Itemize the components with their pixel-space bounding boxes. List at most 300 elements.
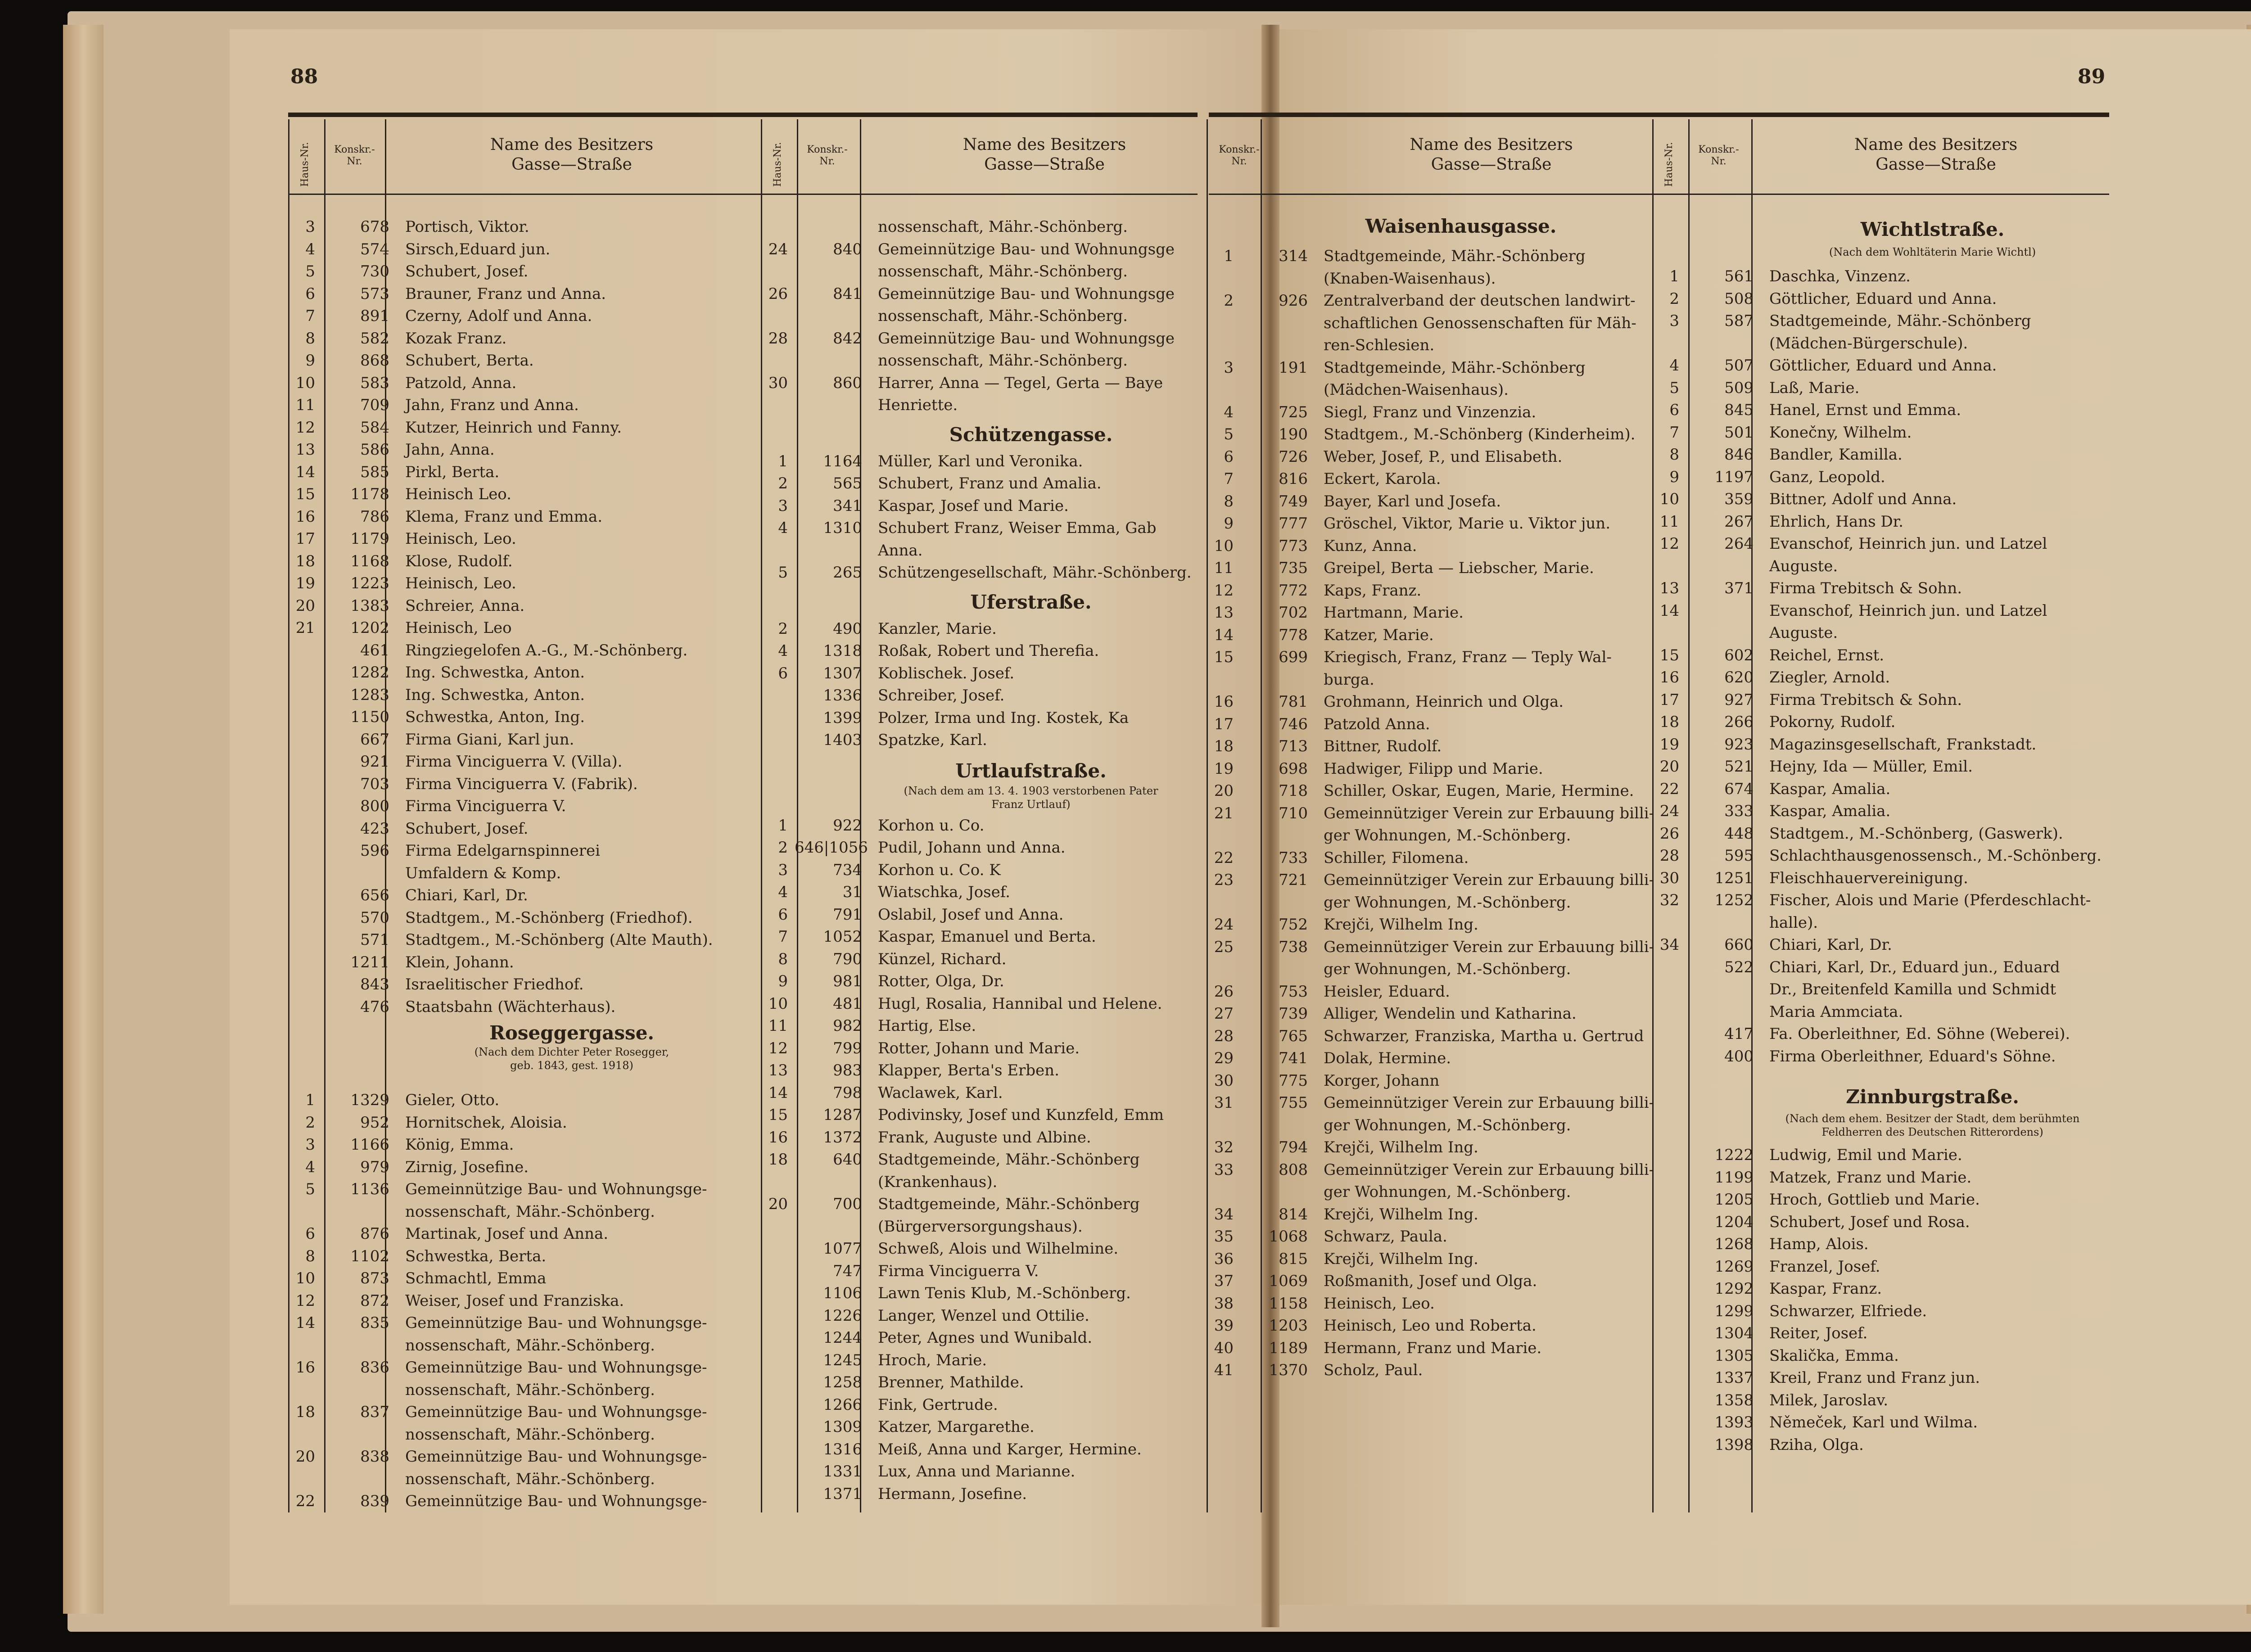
section-roseggergasse: Roseggergasse. <box>489 1022 655 1044</box>
owner-name: Daschka, Vinzenz. <box>1769 267 1911 285</box>
konskr-number: 891 <box>360 307 389 325</box>
left-col1b-row <box>279 1246 729 1267</box>
house-number: 14 <box>1659 601 1679 620</box>
house-number: 5 <box>1669 379 1679 397</box>
left-col2c-row <box>752 663 1202 684</box>
left-col1-row <box>279 595 729 617</box>
house-number: 25 <box>1214 938 1234 956</box>
konskr-number: 1223 <box>350 574 389 592</box>
konskr-number: 1222 <box>1714 1146 1754 1164</box>
house-number: 16 <box>768 1128 788 1146</box>
house-number: 7 <box>778 928 788 946</box>
owner-name: Chiari, Karl, Dr. <box>405 886 528 904</box>
house-number: 26 <box>1214 982 1234 1001</box>
left-col2d-row <box>752 815 1202 836</box>
house-number: 23 <box>1214 871 1234 889</box>
owner-name: nossenschaft, Mähr.-Schönberg. <box>405 1381 655 1399</box>
owner-name: Firma Vinciguerra V. (Fabrik). <box>405 775 638 793</box>
owner-name: Klema, Franz und Emma. <box>405 507 602 526</box>
right-col1-row <box>1198 535 1648 557</box>
house-number: 22 <box>1214 849 1234 867</box>
left-col1b-row <box>279 1468 729 1490</box>
owner-name: Martinak, Josef und Anna. <box>405 1225 609 1243</box>
konskr-number: 741 <box>1279 1049 1308 1067</box>
konskr-number: 752 <box>1279 916 1308 934</box>
right-col2a-row <box>1643 288 2093 310</box>
konskr-number: 561 <box>1724 267 1754 285</box>
konskr-number: 775 <box>1279 1071 1308 1090</box>
owner-name: Alliger, Wendelin und Katharina. <box>1324 1005 1577 1023</box>
konskr-number: 837 <box>360 1403 389 1421</box>
owner-name: ren-Schlesien. <box>1324 336 1435 354</box>
owner-name: Bandler, Kamilla. <box>1769 446 1903 464</box>
left-col1-row <box>279 372 729 394</box>
left-col2d-row <box>752 1149 1202 1170</box>
konskr-number: 952 <box>360 1113 389 1132</box>
right-col2a-row <box>1643 1001 2093 1023</box>
house-number: 7 <box>1669 423 1679 442</box>
konskr-number: 746 <box>1279 715 1308 733</box>
konskr-number: 738 <box>1279 938 1308 956</box>
right-col2b-row <box>1643 1345 2093 1367</box>
konskr-number: 481 <box>833 994 862 1013</box>
house-number: 7 <box>1224 470 1234 488</box>
konskr-number: 570 <box>360 908 389 927</box>
owner-name: Firma Vinciguerra V. <box>878 1262 1039 1280</box>
house-number: 30 <box>768 374 788 392</box>
right-col2b-row <box>1643 1323 2093 1344</box>
right-col1-row <box>1198 245 1648 267</box>
owner-name: Kaspar, Amalia. <box>1769 780 1891 798</box>
house-number: 40 <box>1214 1339 1234 1357</box>
right-col1-row <box>1198 1204 1648 1225</box>
owner-name: Auguste. <box>1769 624 1838 642</box>
right-col2b-row <box>1643 1211 2093 1233</box>
house-number: 8 <box>305 1247 315 1265</box>
right-col2a-row <box>1643 800 2093 822</box>
owner-name: burga. <box>1324 670 1374 689</box>
owner-name: Spatzke, Karl. <box>878 731 987 749</box>
right-col1-row <box>1198 758 1648 780</box>
left-col1-row <box>279 773 729 795</box>
house-number: 36 <box>1214 1250 1234 1268</box>
konskr-number: 507 <box>1724 357 1754 375</box>
right-col1-row <box>1198 1315 1648 1336</box>
house-number: 31 <box>1214 1094 1234 1112</box>
right-col1-row <box>1198 1137 1648 1158</box>
house-number: 15 <box>1214 648 1234 666</box>
konskr-number: 508 <box>1724 289 1754 308</box>
owner-name: Kreil, Franz und Franz jun. <box>1769 1369 1980 1387</box>
house-number: 24 <box>768 240 788 258</box>
owner-name: Rotter, Olga, Dr. <box>878 972 1004 990</box>
konskr-number: 1283 <box>350 686 389 704</box>
owner-name: Kanzler, Marie. <box>878 619 997 638</box>
owner-name: Zirnig, Josefine. <box>405 1158 529 1176</box>
konskr-number: 721 <box>1279 871 1308 889</box>
konskr-number: 983 <box>833 1061 862 1079</box>
house-number: 14 <box>295 463 315 481</box>
right-col2a-row <box>1643 912 2093 934</box>
left-col1-row <box>279 996 729 1018</box>
house-number: 37 <box>1214 1272 1234 1290</box>
right-col1-row <box>1198 1047 1648 1069</box>
konskr-number: 264 <box>1724 535 1754 553</box>
left-col2d-row <box>752 1461 1202 1482</box>
left-col1-row <box>279 573 729 594</box>
house-number: 28 <box>1214 1027 1234 1045</box>
konskr-number: 778 <box>1279 626 1308 644</box>
house-number: 1 <box>305 1091 315 1109</box>
konskr-number: 718 <box>1279 782 1308 800</box>
owner-name: Weber, Josef, P., und Elisabeth. <box>1324 447 1563 466</box>
house-number: 21 <box>295 619 315 637</box>
left-col1-row <box>279 706 729 728</box>
house-number: 9 <box>778 972 788 990</box>
house-number: 11 <box>1214 559 1234 577</box>
left-col1-row <box>279 929 729 951</box>
owner-name: Koblischek. Josef. <box>878 664 1015 682</box>
house-number: 34 <box>1659 936 1679 954</box>
house-number: 6 <box>305 1225 315 1243</box>
owner-name: König, Emma. <box>405 1136 514 1154</box>
owner-name: Podivinsky, Josef und Kunzfeld, Emm <box>878 1106 1164 1124</box>
right-col2b-row <box>1643 1390 2093 1411</box>
left-col2a-row <box>752 394 1202 416</box>
owner-name: Hejny, Ida — Müller, Emil. <box>1769 758 1973 776</box>
header-name: Name des Besitzers Gasse—Straße <box>963 135 1126 174</box>
house-number: 26 <box>768 284 788 303</box>
owner-name: Gemeinnützige Bau- und Wohnungsge- <box>405 1403 707 1421</box>
left-col2d-row <box>752 970 1202 992</box>
konskr-number: 710 <box>1279 804 1308 822</box>
left-col1-row <box>279 907 729 929</box>
owner-name: Maria Ammciata. <box>1769 1002 1903 1021</box>
owner-name: Schreiber, Josef. <box>878 686 1005 704</box>
konskr-number: 674 <box>1724 780 1754 798</box>
konskr-number: 1245 <box>823 1351 862 1369</box>
right-col2a-row <box>1643 689 2093 711</box>
owner-name: Brenner, Mathilde. <box>878 1373 1024 1391</box>
owner-name: Firma Vinciguerra V. <box>405 797 566 815</box>
left-col2a-row <box>752 372 1202 394</box>
owner-name: Kozak Franz. <box>405 329 507 348</box>
owner-name: Stadtgem., M.-Schönberg, (Gaswerk). <box>1769 824 2063 843</box>
house-number: 6 <box>778 664 788 682</box>
owner-name: Ziegler, Arnold. <box>1769 668 1890 686</box>
right-col1-row <box>1198 468 1648 490</box>
owner-name: Matzek, Franz und Marie. <box>1769 1168 1972 1187</box>
owner-name: Hermann, Josefine. <box>878 1485 1027 1503</box>
right-col2a-row <box>1643 1023 2093 1045</box>
konskr-number: 790 <box>833 950 862 968</box>
konskr-number: 982 <box>833 1017 862 1035</box>
section-note-urtlauf: (Nach dem am 13. 4. 1903 verstorbenen Pater Franz Urtlauf) <box>904 784 1158 811</box>
owner-name: Firma Trebitsch & Sohn. <box>1769 579 1962 597</box>
owner-name: Scholz, Paul. <box>1324 1361 1423 1379</box>
owner-name: Heinisch Leo. <box>405 485 511 503</box>
house-number: 2 <box>778 839 788 857</box>
konskr-number: 266 <box>1724 713 1754 731</box>
right-col1-row <box>1198 914 1648 935</box>
owner-name: Israelitischer Friedhof. <box>405 975 584 993</box>
konskr-number: 773 <box>1279 537 1308 555</box>
konskr-number: 314 <box>1279 247 1308 265</box>
owner-name: Schwarzer, Franziska, Martha u. Gertrud <box>1324 1027 1644 1045</box>
konskr-number: 860 <box>833 374 862 392</box>
owner-name: Fink, Gertrude. <box>878 1395 998 1414</box>
house-number: 27 <box>1214 1005 1234 1023</box>
right-col1-row <box>1198 892 1648 913</box>
right-col1-row <box>1198 1003 1648 1025</box>
konskr-number: 1069 <box>1269 1272 1308 1290</box>
section-note-rosegger: (Nach dem Dichter Peter Rosegger, geb. 1843, gest. 1918) <box>474 1046 669 1072</box>
owner-name: Gröschel, Viktor, Marie u. Viktor jun. <box>1324 515 1611 533</box>
owner-name: Evanschof, Heinrich jun. und Latzel <box>1769 535 2048 553</box>
house-number: 4 <box>1669 357 1679 375</box>
house-number: 1 <box>778 452 788 470</box>
owner-name: (Mädchen-Waisenhaus). <box>1324 381 1509 399</box>
right-col2a-row <box>1643 934 2093 956</box>
left-col2d-row <box>752 1416 1202 1438</box>
owner-name: Lawn Tenis Klub, M.-Schönberg. <box>878 1284 1131 1302</box>
owner-name: Dr., Breitenfeld Kamilla und Schmidt <box>1769 980 2057 998</box>
house-number: 3 <box>778 861 788 879</box>
owner-name: ger Wohnungen, M.-Schönberg. <box>1324 893 1571 912</box>
owner-name: Reiter, Josef. <box>1769 1324 1868 1342</box>
right-col1-row <box>1198 290 1648 311</box>
konskr-number: 979 <box>360 1158 389 1176</box>
konskr-number: 448 <box>1724 824 1754 843</box>
konskr-number: 565 <box>833 474 862 492</box>
right-col2a-row <box>1643 511 2093 533</box>
owner-name: Gemeinnützige Bau- und Wohnungsge- <box>405 1492 707 1510</box>
right-col1-row <box>1198 780 1648 802</box>
konskr-number: 1136 <box>350 1180 389 1198</box>
konskr-number: 794 <box>1279 1138 1308 1156</box>
house-number: 3 <box>1669 312 1679 330</box>
left-col1-row <box>279 840 729 862</box>
konskr-number: 1403 <box>823 731 862 749</box>
header-konskr-nr: Konskr.- Nr. <box>334 144 375 167</box>
konskr-number: 585 <box>360 463 389 481</box>
konskr-number: 596 <box>360 842 389 860</box>
konskr-number: 1370 <box>1269 1361 1308 1379</box>
konskr-number: 1299 <box>1714 1302 1754 1320</box>
konskr-number: 573 <box>360 284 389 303</box>
owner-name: Schmachtl, Emma <box>405 1269 547 1287</box>
owner-name: Pudil, Johann und Anna. <box>878 839 1066 857</box>
section-note-wichtl: (Nach dem Wohltäterin Marie Wichtl) <box>1829 246 2036 258</box>
owner-name: ger Wohnungen, M.-Schönberg. <box>1324 1116 1571 1134</box>
owner-name: Krejči, Wilhelm Ing. <box>1324 1205 1478 1223</box>
house-number: 16 <box>1659 668 1679 686</box>
house-number: 17 <box>295 530 315 548</box>
konskr-number: 1179 <box>350 530 389 548</box>
right-col1-row <box>1198 1159 1654 1181</box>
house-number: 14 <box>295 1314 315 1332</box>
section-uferstrasse: Uferstraße. <box>970 591 1092 613</box>
owner-name: Jahn, Franz und Anna. <box>405 396 579 414</box>
konskr-number: 1304 <box>1714 1324 1754 1342</box>
right-col2a-row <box>1643 979 2093 1000</box>
house-number: 19 <box>1659 735 1679 754</box>
owner-name: Kaspar, Amalia. <box>1769 802 1891 820</box>
header-name: Name des Besitzers Gasse—Straße <box>1854 135 2018 174</box>
owner-name: Wiatschka, Josef. <box>878 883 1010 901</box>
house-number: 8 <box>778 950 788 968</box>
right-col2a-row <box>1643 823 2093 844</box>
left-col2a-row <box>752 239 1202 260</box>
konskr-number: 1399 <box>823 709 862 727</box>
section-urtlaufstrasse: Urtlaufstraße. <box>955 759 1107 782</box>
left-col1-row <box>279 528 729 550</box>
left-col1-row <box>279 439 729 460</box>
konskr-number: 1251 <box>1714 869 1754 887</box>
owner-name: Schwestka, Anton, Ing. <box>405 708 585 726</box>
right-col1-row <box>1198 1025 1648 1047</box>
house-number: 26 <box>1659 824 1679 843</box>
owner-name: Gemeinnütziger Verein zur Erbauung billi- <box>1324 804 1654 822</box>
house-number: 18 <box>295 1403 315 1421</box>
konskr-number: 1258 <box>823 1373 862 1391</box>
right-col2a-row <box>1643 645 2093 666</box>
right-col1-row <box>1198 1092 1654 1114</box>
owner-name: Konečny, Wilhelm. <box>1769 423 1912 442</box>
right-col1-row <box>1198 513 1648 534</box>
owner-name: (Bürgerversorgungshaus). <box>878 1217 1083 1236</box>
konskr-number: 700 <box>833 1195 862 1213</box>
owner-name: Korhon u. Co. K <box>878 861 1001 879</box>
konskr-number: 713 <box>1279 737 1308 755</box>
left-col1-row <box>279 483 729 505</box>
owner-name: Stadtgemeinde, Mähr.-Schönberg <box>878 1151 1140 1169</box>
left-col1-row <box>279 684 729 706</box>
konskr-number: 587 <box>1724 312 1754 330</box>
left-col1-row <box>279 751 729 772</box>
right-col2a-row <box>1643 667 2093 688</box>
house-number: 16 <box>295 1359 315 1377</box>
section-note-zinnburg: (Nach dem ehem. Besitzer der Stadt, dem berühmten Feldherren des Deutschen Ritterordens) <box>1785 1112 2080 1138</box>
konskr-number: 1305 <box>1714 1346 1754 1365</box>
konskr-number: 1197 <box>1714 468 1754 486</box>
owner-name: Hamp, Alois. <box>1769 1235 1869 1253</box>
owner-name: Czerny, Adolf und Anna. <box>405 307 592 325</box>
konskr-number: 926 <box>1279 292 1308 310</box>
owner-name: nossenschaft, Mähr.-Schönberg. <box>878 218 1128 236</box>
house-number: 10 <box>1214 537 1234 555</box>
konskr-number: 1371 <box>823 1485 862 1503</box>
owner-name: Firma Trebitsch & Sohn. <box>1769 691 1962 709</box>
left-col2d-row <box>752 1038 1202 1059</box>
house-number: 15 <box>1659 646 1679 664</box>
house-number: 9 <box>305 352 315 370</box>
right-col2a-row <box>1643 600 2093 622</box>
house-number: 1 <box>1669 267 1679 285</box>
left-col1-row <box>279 350 729 371</box>
owner-name: Gemeinnütziger Verein zur Erbauung billi- <box>1324 938 1654 956</box>
konskr-number: 1282 <box>350 664 389 682</box>
konskr-number: 359 <box>1724 490 1754 508</box>
konskr-number: 595 <box>1724 847 1754 865</box>
right-col1-row <box>1198 646 1648 668</box>
konskr-number: 1309 <box>823 1418 862 1436</box>
right-col1-row <box>1198 958 1648 980</box>
right-col1-row <box>1198 357 1648 379</box>
konskr-number: 341 <box>833 497 862 515</box>
konskr-number: 1178 <box>350 485 389 503</box>
left-col2d-row <box>752 1060 1202 1081</box>
owner-name: Hadwiger, Filipp und Marie. <box>1324 759 1543 778</box>
right-col2a-row <box>1643 422 2093 443</box>
konskr-number: 981 <box>833 972 862 990</box>
konskr-number: 765 <box>1279 1027 1308 1045</box>
konskr-number: 777 <box>1279 515 1308 533</box>
left-col2c-row <box>752 685 1202 706</box>
right-col2b-row <box>1643 1167 2093 1188</box>
konskr-number: 1199 <box>1714 1168 1754 1187</box>
left-col1b-row <box>279 1201 729 1223</box>
right-col1-row <box>1198 379 1648 401</box>
house-number: 21 <box>1214 804 1234 822</box>
right-col1-row <box>1198 1226 1648 1247</box>
house-number: 18 <box>1659 713 1679 731</box>
owner-name: Gemeinnützige Bau- und Wohnungsge- <box>405 1448 707 1466</box>
owner-name: ger Wohnungen, M.-Schönberg. <box>1324 1183 1571 1201</box>
konskr-number: 586 <box>360 441 389 459</box>
left-col1-row <box>279 328 729 349</box>
konskr-number: 1393 <box>1714 1413 1754 1431</box>
konskr-number: 1244 <box>823 1329 862 1347</box>
owner-name: schaftlichen Genossenschaften für Mäh- <box>1324 314 1636 332</box>
right-col2a-row <box>1643 889 2093 911</box>
section-schuetzengasse: Schützengasse. <box>949 423 1113 446</box>
right-col2a-row <box>1643 578 2093 599</box>
section-wichtlstrasse: Wichtlstraße. <box>1860 218 2005 240</box>
house-number: 4 <box>305 1158 315 1176</box>
house-number: 38 <box>1214 1294 1234 1313</box>
owner-name: nossenschaft, Mähr.-Schönberg. <box>405 1202 655 1221</box>
left-col2d-row <box>752 1015 1202 1037</box>
konskr-number: 815 <box>1279 1250 1308 1268</box>
left-col1b-row <box>279 1112 729 1133</box>
owner-name: (Mädchen-Bürgerschule). <box>1769 334 1968 352</box>
left-col2d-row <box>752 1350 1202 1371</box>
left-col2d-row <box>752 881 1202 903</box>
konskr-number: 699 <box>1279 648 1308 666</box>
top-rule-left <box>288 113 1198 117</box>
konskr-number: 838 <box>360 1448 389 1466</box>
owner-name: Klapper, Berta's Erben. <box>878 1061 1059 1079</box>
house-number: 1 <box>1224 247 1234 265</box>
house-number: 20 <box>768 1195 788 1213</box>
left-col1b-row <box>279 1134 729 1155</box>
owner-name: Schwarz, Paula. <box>1324 1228 1447 1246</box>
owner-name: Patzold, Anna. <box>405 374 517 392</box>
right-col2a-row <box>1643 867 2093 889</box>
owner-name: Sirsch,Eduard jun. <box>405 240 551 258</box>
owner-name: nossenschaft, Mähr.-Schönberg. <box>405 1425 655 1444</box>
right-col2a-row <box>1643 533 2093 555</box>
right-col2a-row <box>1643 310 2093 332</box>
owner-name: Korhon u. Co. <box>878 816 985 835</box>
konskr-number: 640 <box>833 1151 862 1169</box>
owner-name: (Knaben-Waisenhaus). <box>1324 269 1496 288</box>
konskr-number: 191 <box>1279 358 1308 377</box>
right-col2a-row <box>1643 555 2093 577</box>
right-col1-row <box>1198 1359 1648 1381</box>
right-col1-row <box>1198 334 1648 356</box>
